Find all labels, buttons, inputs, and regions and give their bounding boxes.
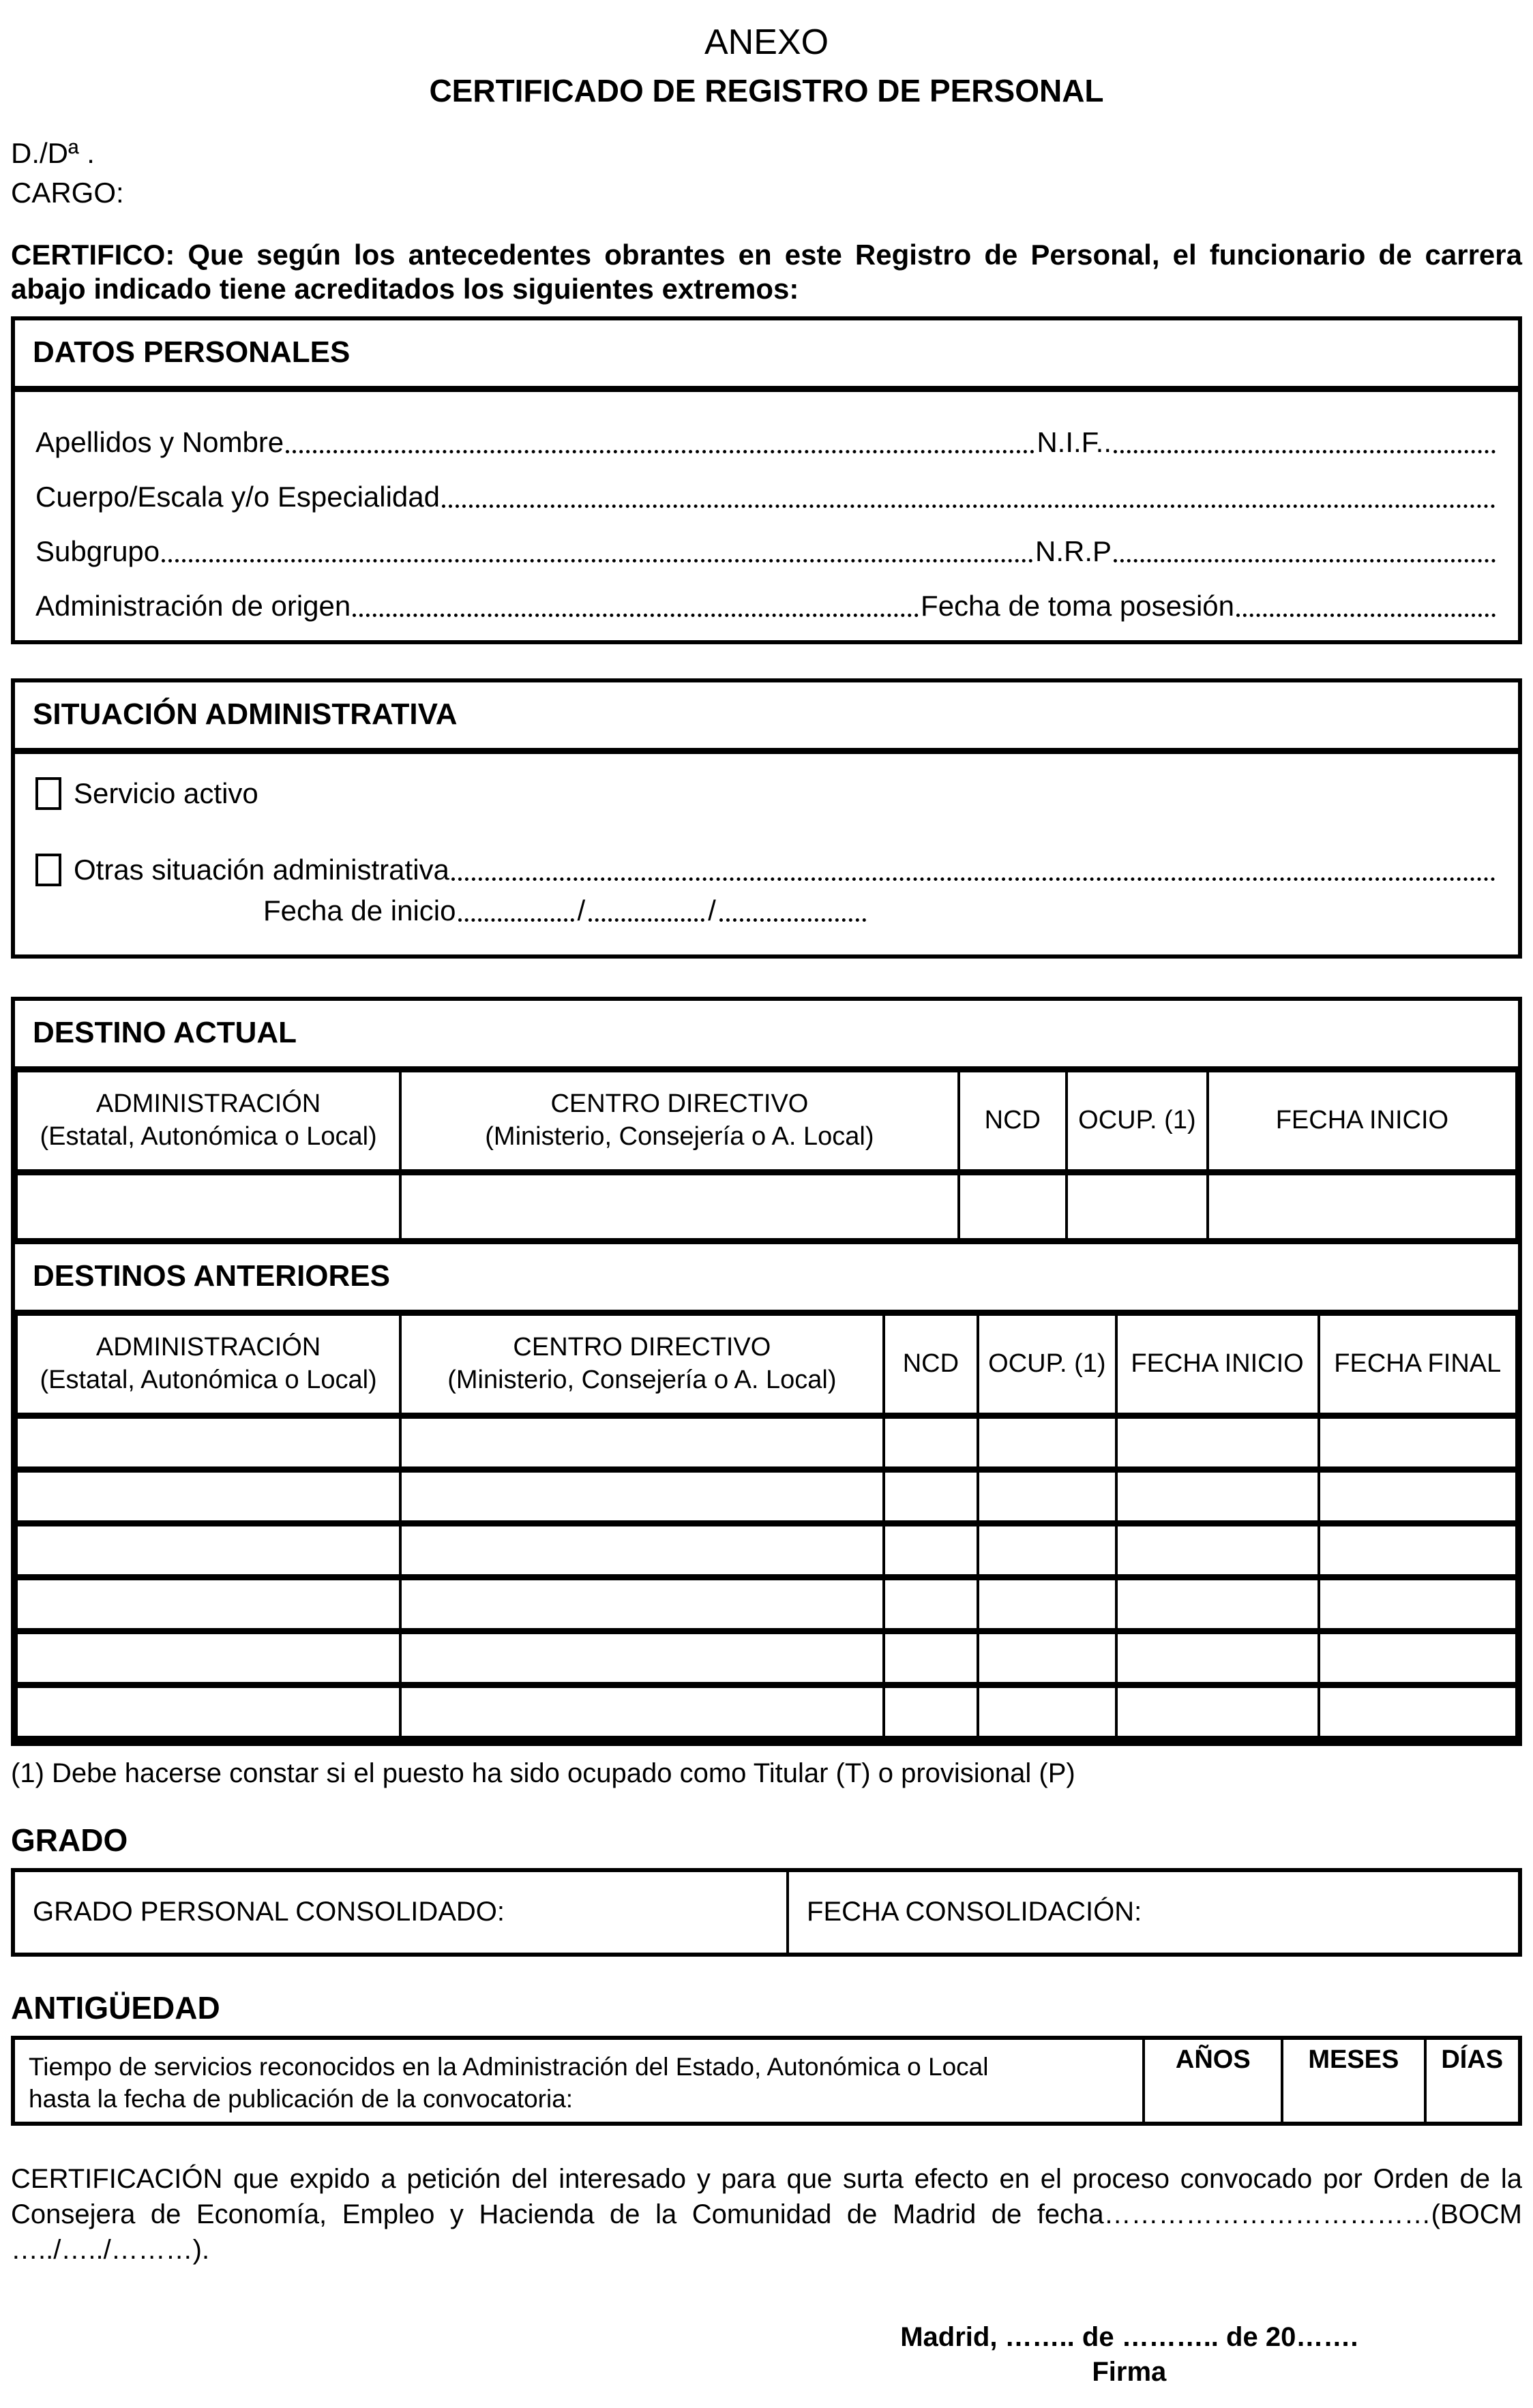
fecha-posesion-label: Fecha de toma posesión (921, 589, 1234, 622)
nif-label: N.I.F.. (1037, 425, 1112, 458)
situacion-administrativa-content (15, 754, 1518, 954)
madrid-date-line: Madrid, …….. de ……….. de 20……. (900, 2321, 1358, 2352)
cell (1116, 1631, 1319, 1685)
cell (978, 1577, 1116, 1631)
cell (884, 1415, 979, 1469)
col-ocup: OCUP. (1) (978, 1312, 1116, 1415)
servicio-activo-checkbox[interactable] (35, 777, 61, 810)
destinos-anteriores-empty-row (16, 1685, 1517, 1739)
administracion-origen-label: Administración de origen (35, 589, 351, 622)
cell (16, 1172, 400, 1241)
cell (400, 1523, 883, 1577)
anos-column: AÑOS (1145, 2040, 1283, 2122)
datos-personales-title: DATOS PERSONALES (15, 320, 1518, 392)
certifico-paragraph: CERTIFICO: Que según los antecedentes obrantes en este Registro de Personal, el funcionario de carrera abajo indicado tiene acreditados los siguientes extremos: (11, 239, 1522, 305)
col-administracion-line1: ADMINISTRACIÓN (95, 1333, 321, 1362)
cell (884, 1523, 979, 1577)
cell (1067, 1172, 1208, 1241)
fecha-posesion-fill-line (1236, 614, 1495, 617)
fecha-inicio-month-line (589, 918, 704, 922)
destino-actual-title: DESTINO ACTUAL (33, 1015, 297, 1049)
destinos-anteriores-empty-row (16, 1577, 1517, 1631)
cell (1319, 1523, 1517, 1577)
footnote: (1) Debe hacerse constar si el puesto ha sido ocupado como Titular (T) o provisional (P) (11, 1758, 1075, 1788)
destinos-anteriores-table (15, 1310, 1518, 1742)
col-administracion (16, 1312, 400, 1415)
fecha-slash-1: / (577, 894, 586, 927)
cell (1116, 1577, 1319, 1631)
antiguedad-heading: ANTIGÜEDAD (11, 1989, 220, 2026)
cell (978, 1469, 1116, 1523)
destinos-anteriores-empty-row (16, 1415, 1517, 1469)
cell (1319, 1631, 1517, 1685)
datos-personales-box (11, 316, 1522, 644)
fecha-slash-2: / (708, 894, 716, 927)
col-fecha-inicio: FECHA INICIO (1116, 1312, 1319, 1415)
cell (400, 1685, 883, 1739)
cell (400, 1577, 883, 1631)
cell (884, 1631, 979, 1685)
cell (884, 1577, 979, 1631)
apellidos-nombre-row (35, 404, 1498, 459)
cell (400, 1631, 883, 1685)
cell (1116, 1523, 1319, 1577)
col-ncd: NCD (884, 1312, 979, 1415)
firma-label: Firma (1092, 2356, 1167, 2387)
cuerpo-escala-label: Cuerpo/Escala y/o Especialidad (35, 480, 441, 513)
col-centro-directivo (400, 1069, 958, 1172)
col-administracion-line1: ADMINISTRACIÓN (95, 1089, 321, 1119)
otras-situacion-label: Otras situación administrativa (74, 853, 449, 886)
destinos-box (11, 997, 1522, 1746)
cuerpo-escala-row (35, 459, 1498, 513)
destinos-anteriores-empty-row (16, 1523, 1517, 1577)
cell (400, 1415, 883, 1469)
col-administracion (16, 1069, 400, 1172)
page-subtitle: CERTIFICADO DE REGISTRO DE PERSONAL (429, 73, 1104, 108)
cell (884, 1469, 979, 1523)
cell (16, 1523, 400, 1577)
col-centro-directivo (400, 1312, 883, 1415)
grado-heading: GRADO (11, 1822, 128, 1858)
datos-personales-fields (15, 392, 1518, 640)
cell (884, 1685, 979, 1739)
cell (1319, 1469, 1517, 1523)
fecha-inicio-row (263, 894, 1498, 927)
apellidos-nombre-label: Apellidos y Nombre (35, 425, 284, 458)
meses-column: MESES (1283, 2040, 1426, 2122)
administracion-origen-row (35, 568, 1498, 622)
cell (1319, 1415, 1517, 1469)
situacion-administrativa-box (11, 678, 1522, 959)
cell (978, 1631, 1116, 1685)
administracion-origen-fill-line (353, 614, 919, 617)
otras-situacion-checkbox[interactable] (35, 854, 61, 886)
cell (16, 1415, 400, 1469)
col-administracion-line2: (Estatal, Autonómica o Local) (40, 1365, 377, 1394)
cell (1319, 1577, 1517, 1631)
col-fecha-final: FECHA FINAL (1319, 1312, 1517, 1415)
fecha-inicio-day-line (458, 918, 574, 922)
destinos-anteriores-title: DESTINOS ANTERIORES (33, 1259, 390, 1293)
fecha-consolidacion-cell: FECHA CONSOLIDACIÓN: (807, 1897, 1142, 1927)
cell (16, 1469, 400, 1523)
cargo-line: CARGO: (11, 176, 124, 209)
subgrupo-label: Subgrupo (35, 535, 160, 567)
otras-situacion-option (35, 854, 1498, 886)
col-fecha-inicio: FECHA INICIO (1208, 1069, 1517, 1172)
cell (1116, 1415, 1319, 1469)
nif-fill-line (1114, 450, 1495, 453)
grado-personal-consolidado-cell: GRADO PERSONAL CONSOLIDADO: (15, 1872, 789, 1953)
servicio-activo-option (35, 777, 1498, 810)
cell (1116, 1469, 1319, 1523)
cell (978, 1415, 1116, 1469)
otras-situacion-fill-line (451, 877, 1495, 881)
nrp-fill-line (1114, 559, 1495, 562)
cell (16, 1685, 400, 1739)
col-centro-directivo-line1: CENTRO DIRECTIVO (513, 1333, 771, 1362)
tiempo-servicios-line2: hasta la fecha de publicación de la convocatoria: (29, 2084, 574, 2113)
col-centro-directivo-line2: (Ministerio, Consejería o A. Local) (485, 1122, 874, 1151)
destinos-anteriores-header-row (16, 1312, 1517, 1415)
subgrupo-row (35, 513, 1498, 568)
dias-column: DÍAS (1441, 2045, 1504, 2074)
destino-actual-header-row (16, 1069, 1517, 1172)
col-ocup: OCUP. (1) (1067, 1069, 1208, 1172)
situacion-administrativa-title: SITUACIÓN ADMINISTRATIVA (15, 682, 1518, 754)
page-title: ANEXO (704, 22, 829, 62)
cell (978, 1685, 1116, 1739)
cell (1319, 1685, 1517, 1739)
tiempo-servicios-line1: Tiempo de servicios reconocidos en la Administración del Estado, Autonómica o Local (29, 2053, 989, 2081)
certificacion-paragraph: CERTIFICACIÓN que expido a petición del interesado y para que surta efecto en el proceso convocado por Orden de la Consejera de Economía, Empleo y Hacienda de la Comunidad de Madrid de fecha………………………………(BOCM …../…../………). (11, 2163, 1522, 2265)
cell (16, 1577, 400, 1631)
subgrupo-fill-line (162, 559, 1033, 562)
nrp-label: N.R.P (1035, 535, 1112, 567)
servicio-activo-label: Servicio activo (74, 777, 258, 809)
col-centro-directivo-line2: (Ministerio, Consejería o A. Local) (447, 1365, 837, 1394)
col-ncd: NCD (959, 1069, 1067, 1172)
cell (16, 1631, 400, 1685)
destino-actual-empty-row (16, 1172, 1517, 1241)
fecha-inicio-label: Fecha de inicio (263, 894, 456, 927)
grado-box (11, 1868, 1522, 1957)
fecha-inicio-year-line (719, 918, 866, 922)
dd-line: D./Dª . (11, 137, 95, 169)
destinos-anteriores-empty-row (16, 1631, 1517, 1685)
destino-actual-table (15, 1066, 1518, 1244)
apellidos-fill-line (286, 450, 1035, 453)
cell (400, 1172, 958, 1241)
col-administracion-line2: (Estatal, Autonómica o Local) (40, 1122, 377, 1151)
cuerpo-fill-line (442, 505, 1495, 508)
cell (978, 1523, 1116, 1577)
cell (959, 1172, 1067, 1241)
col-centro-directivo-line1: CENTRO DIRECTIVO (550, 1089, 809, 1119)
cell (1116, 1685, 1319, 1739)
cell (400, 1469, 883, 1523)
destinos-anteriores-empty-row (16, 1469, 1517, 1523)
cell (1208, 1172, 1517, 1241)
signature-block (857, 2322, 1401, 2388)
